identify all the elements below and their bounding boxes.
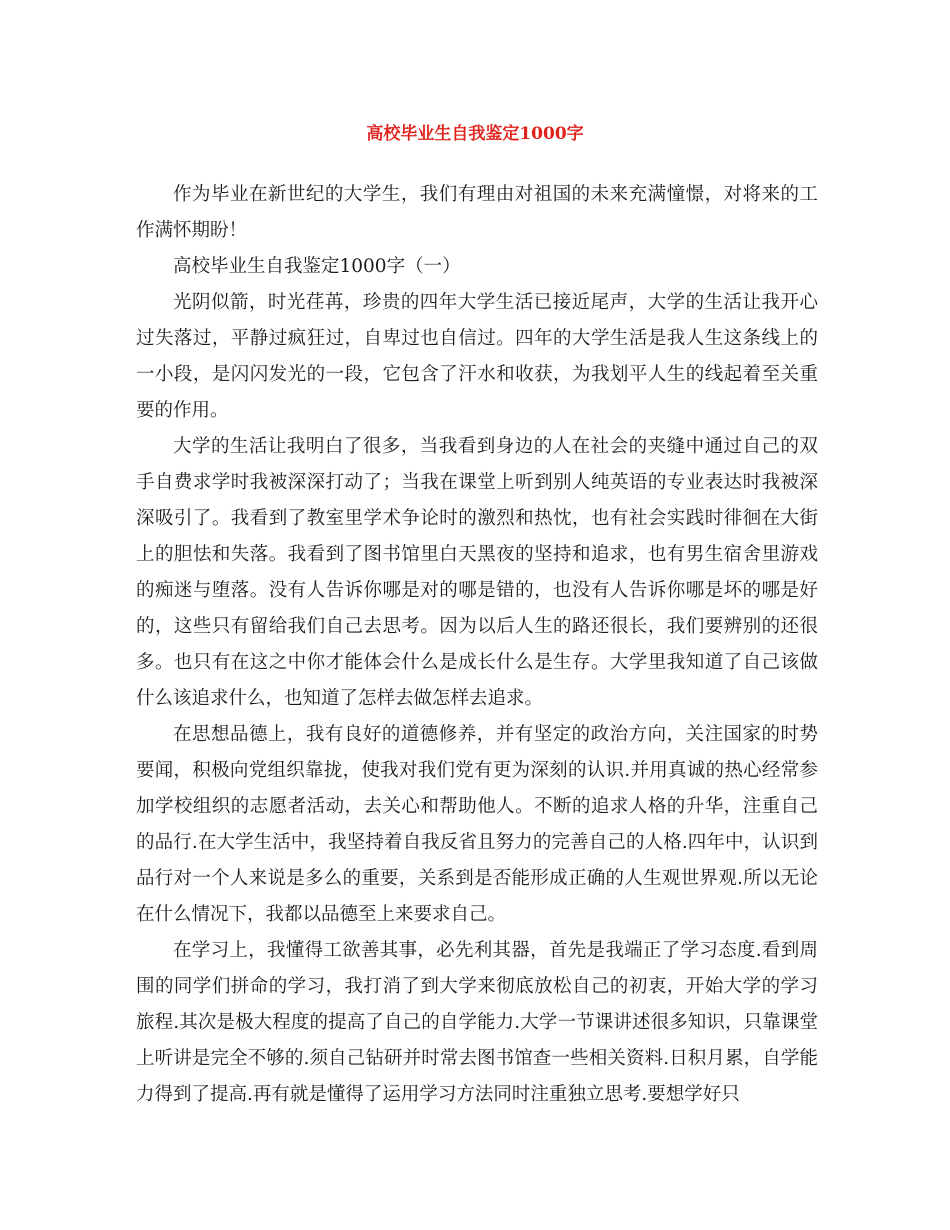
paragraph-study: 在学习上，我懂得工欲善其事，必先利其器，首先是我端正了学习态度.看到周围的同学们拼命的学习，我打消了到大学来彻底放松自己的初衷，开始大学的学习旅程.其次是极大程度的提高了自己的自学能力.大学一节课讲述很多知识，只靠课堂上听讲是完全不够的.须自己钻研并时常去图书馆查一些相关资料.日积月累，自学能力得到了提高.再有就是懂得了运用学习方法同时注重独立思考.要想学好只 [136,940,818,1105]
document-title: 高校毕业生自我鉴定1000字 [366,124,584,144]
paragraph-morality: 在思想品德上，我有良好的道德修养，并有坚定的政治方向，关注国家的时势要闻，积极向党组织靠拢，使我对我们党有更为深刻的认识.并用真诚的热心经常参加学校组织的志愿者活动，去关心和帮助他人。不断的追求人格的升华，注重自己的品行.在大学生活中，我坚持着自我反省且努力的完善自己的人格.四年中，认识到品行对一个人来说是多么的重要，关系到是否能形成正确的人生观世界观.所以无论在什么情况下，我都以品德至上来要求自己。 [136,724,818,925]
paragraph-life: 大学的生活让我明白了很多，当我看到身边的人在社会的夹缝中通过自己的双手自费求学时我被深深打动了；当我在课堂上听到别人纯英语的专业表达时我被深深吸引了。我看到了教室里学术争论时的激烈和热忱，也有社会实践时徘徊在大街上的胆怯和失落。我看到了图书馆里白天黑夜的坚持和追求，也有男生宿舍里游戏的痴迷与堕落。没有人告诉你哪是对的哪是错的，也没有人告诉你哪是坏的哪是好的，这些只有留给我们自己去思考。因为以后人生的路还很长，我们要辨别的还很多。也只有在这之中你才能体会什么是成长什么是生存。大学里我知道了自己该做什么该追求什么，也知道了怎样去做怎样去追求。 [136,436,818,709]
section-heading: 高校毕业生自我鉴定1000字（一） [173,256,461,277]
paragraph-intro: 作为毕业在新世纪的大学生，我们有理由对祖国的未来充满憧憬，对将来的工作满怀期盼！ [136,184,818,241]
document-body [136,177,818,1113]
paragraph-time: 光阴似箭，时光荏苒，珍贵的四年大学生活已接近尾声，大学的生活让我开心过失落过，平静过疯狂过，自卑过也自信过。四年的大学生活是我人生这条线上的一小段，是闪闪发光的一段，它包含了汗水和收获，为我划平人生的线起着至关重要的作用。 [136,292,818,421]
